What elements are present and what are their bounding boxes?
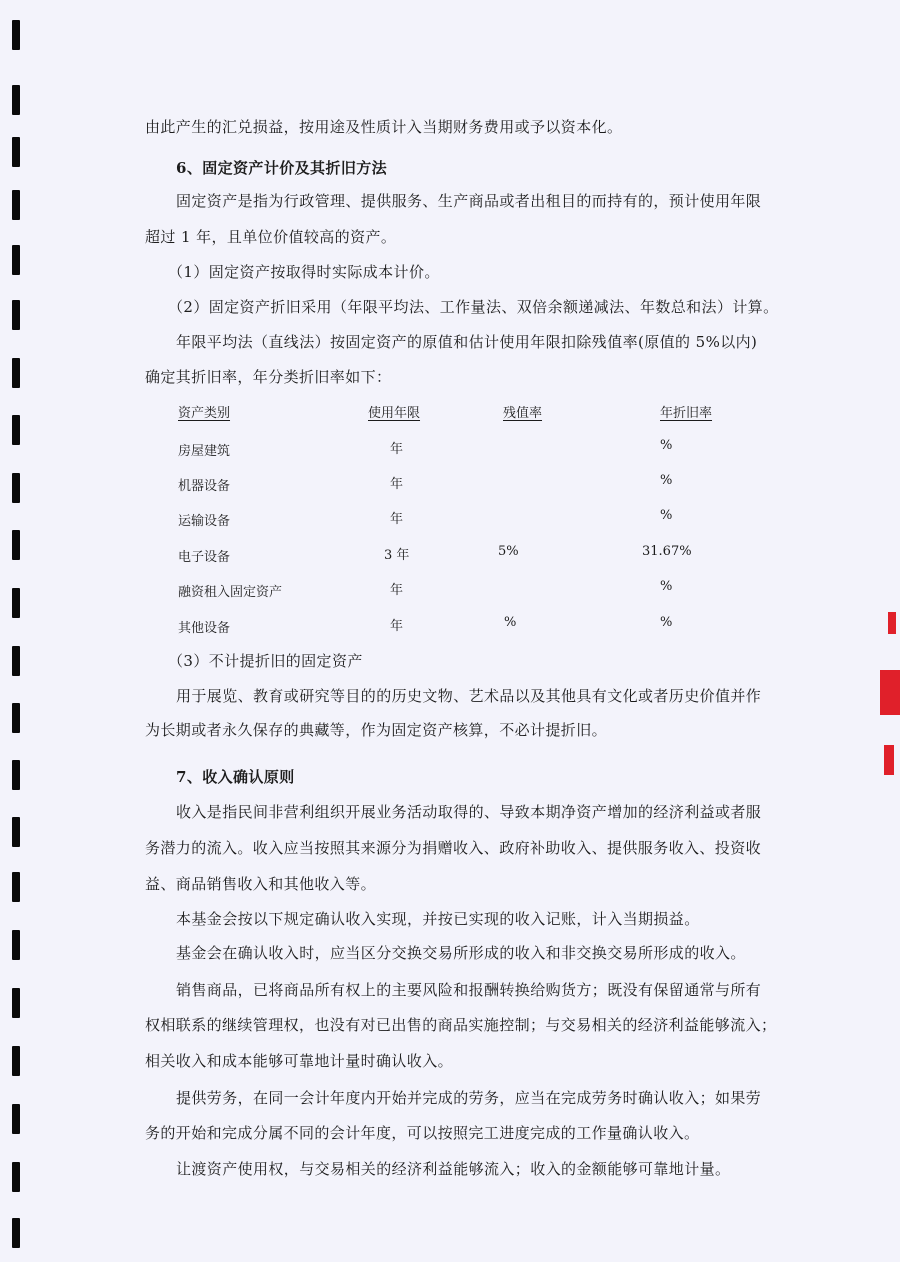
binding-hole xyxy=(12,85,20,115)
binding-hole xyxy=(12,20,20,50)
paragraph: 年限平均法（直线法）按固定资产的原值和估计使用年限扣除残值率(原值的 5%以内) xyxy=(176,333,758,351)
section-heading: 7、收入确认原则 xyxy=(176,768,295,786)
binding-hole xyxy=(12,473,20,503)
binding-hole xyxy=(12,1104,20,1134)
table-cell-category: 融资租入固定资产 xyxy=(178,585,283,600)
paragraph: 确定其折旧率，年分类折旧率如下： xyxy=(145,368,392,386)
table-cell-category: 运输设备 xyxy=(178,514,231,529)
paragraph: 销售商品，已将商品所有权上的主要风险和报酬转换给购货方；既没有保留通常与所有 xyxy=(176,981,762,999)
binding-hole xyxy=(12,646,20,676)
binding-hole xyxy=(12,872,20,902)
table-cell-annual-rate: % xyxy=(660,438,673,453)
table-cell-residual-rate: % xyxy=(504,615,517,630)
paragraph: 收入是指民间非营利组织开展业务活动取得的、导致本期净资产增加的经济利益或者服 xyxy=(176,803,762,821)
table-cell-useful-life: 年 xyxy=(390,512,404,527)
paragraph: 权相联系的继续管理权，也没有对已出售的商品实施控制；与交易相关的经济利益能够流入； xyxy=(145,1016,777,1034)
section-heading: 6、固定资产计价及其折旧方法 xyxy=(176,159,388,177)
binding-hole xyxy=(12,300,20,330)
seal-mark xyxy=(884,745,894,775)
table-cell-annual-rate: % xyxy=(660,579,673,594)
paragraph: 基金会在确认收入时，应当区分交换交易所形成的收入和非交换交易所形成的收入。 xyxy=(176,944,746,962)
paragraph: （2）固定资产折旧采用（年限平均法、工作量法、双倍余额递减法、年数总和法）计算。 xyxy=(168,298,779,316)
paragraph: （3）不计提折旧的固定资产 xyxy=(168,652,363,670)
table-cell-useful-life: 3 年 xyxy=(384,548,410,563)
paragraph: 益、商品销售收入和其他收入等。 xyxy=(145,875,377,893)
seal-mark xyxy=(888,612,896,634)
seal-mark xyxy=(880,670,900,715)
paragraph: 务的开始和完成分属不同的会计年度，可以按照完工进度完成的工作量确认收入。 xyxy=(145,1124,700,1142)
paragraph: （1）固定资产按取得时实际成本计价。 xyxy=(168,263,440,281)
table-cell-annual-rate: % xyxy=(660,615,673,630)
paragraph: 提供劳务，在同一会计年度内开始并完成的劳务，应当在完成劳务时确认收入；如果劳 xyxy=(176,1089,762,1107)
paragraph: 相关收入和成本能够可靠地计量时确认收入。 xyxy=(145,1052,454,1070)
binding-hole xyxy=(12,530,20,560)
paragraph: 由此产生的汇兑损益，按用途及性质计入当期财务费用或予以资本化。 xyxy=(145,118,623,136)
binding-hole xyxy=(12,703,20,733)
binding-hole xyxy=(12,190,20,220)
table-cell-annual-rate: 31.67% xyxy=(642,544,692,559)
table-cell-useful-life: 年 xyxy=(390,442,404,457)
table-cell-useful-life: 年 xyxy=(390,619,404,634)
binding-hole xyxy=(12,245,20,275)
binding-hole xyxy=(12,817,20,847)
binding-hole xyxy=(12,1046,20,1076)
paragraph: 本基金会按以下规定确认收入实现，并按已实现的收入记账，计入当期损益。 xyxy=(176,910,700,928)
binding-hole xyxy=(12,588,20,618)
paragraph: 用于展览、教育或研究等目的的历史文物、艺术品以及其他具有文化或者历史价值并作 xyxy=(176,687,762,705)
table-cell-residual-rate: 5% xyxy=(498,544,519,559)
binding-hole xyxy=(12,1218,20,1248)
binding-hole xyxy=(12,930,20,960)
binding-hole xyxy=(12,358,20,388)
binding-hole xyxy=(12,760,20,790)
table-cell-category: 其他设备 xyxy=(178,621,231,636)
table-cell-category: 电子设备 xyxy=(178,550,231,565)
binding-hole xyxy=(12,988,20,1018)
paragraph: 让渡资产使用权，与交易相关的经济利益能够流入；收入的金额能够可靠地计量。 xyxy=(176,1160,731,1178)
paragraph: 超过 1 年，且单位价值较高的资产。 xyxy=(145,228,397,246)
table-header-category: 资产类别 xyxy=(178,406,231,421)
table-cell-annual-rate: % xyxy=(660,473,673,488)
table-header-useful-life: 使用年限 xyxy=(368,406,421,421)
table-cell-category: 房屋建筑 xyxy=(178,444,231,459)
paragraph: 务潜力的流入。收入应当按照其来源分为捐赠收入、政府补助收入、提供服务收入、投资收 xyxy=(145,839,762,857)
table-cell-useful-life: 年 xyxy=(390,477,404,492)
binding-hole xyxy=(12,1162,20,1192)
binding-hole xyxy=(12,415,20,445)
table-header-residual-rate: 残值率 xyxy=(503,406,543,421)
paragraph: 为长期或者永久保存的典藏等，作为固定资产核算，不必计提折旧。 xyxy=(145,721,608,739)
paragraph: 固定资产是指为行政管理、提供服务、生产商品或者出租目的而持有的，预计使用年限 xyxy=(176,192,762,210)
binding-holes xyxy=(12,0,22,1262)
table-header-annual-rate: 年折旧率 xyxy=(660,406,713,421)
table-cell-useful-life: 年 xyxy=(390,583,404,598)
table-cell-category: 机器设备 xyxy=(178,479,231,494)
binding-hole xyxy=(12,137,20,167)
table-cell-annual-rate: % xyxy=(660,508,673,523)
